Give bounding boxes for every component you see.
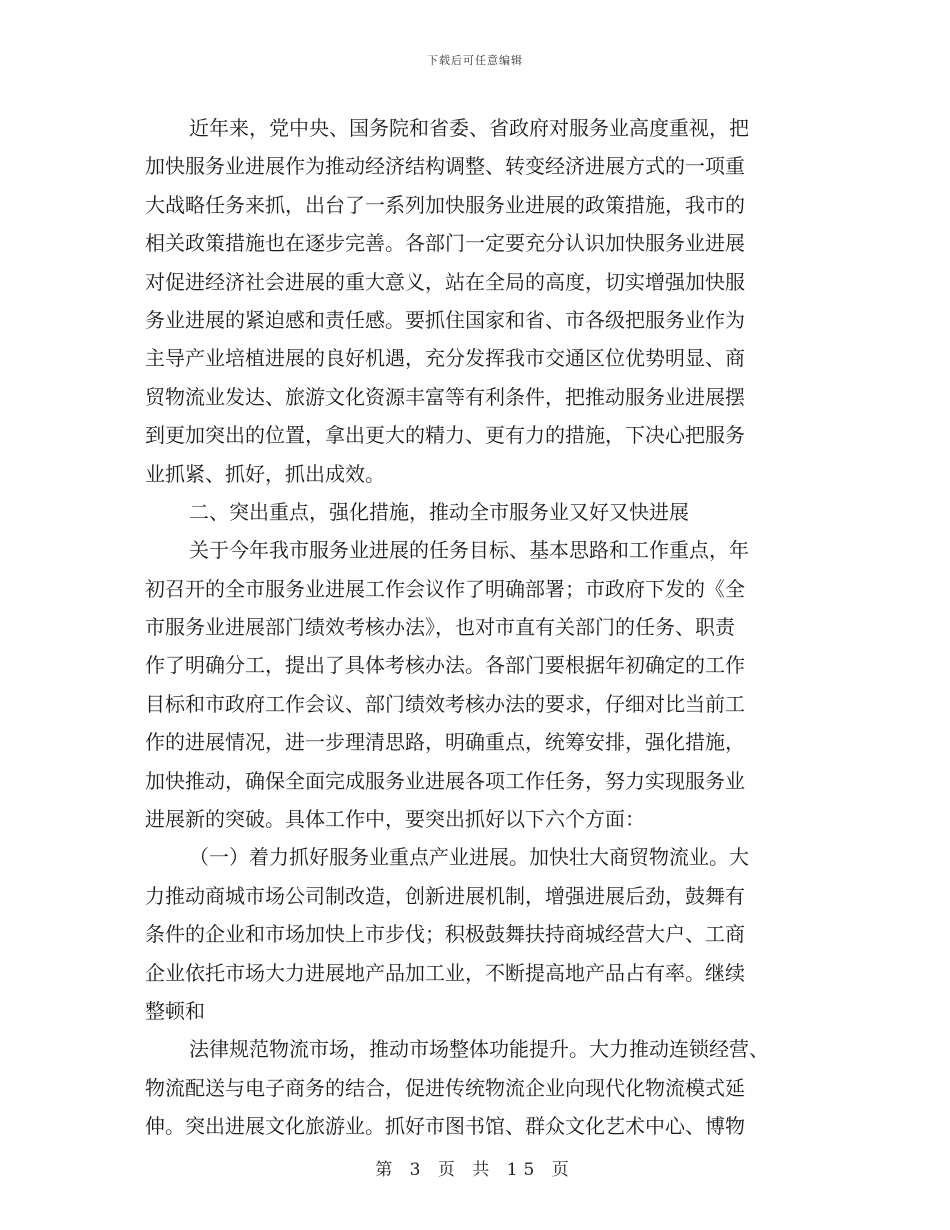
text-line: 条件的企业和市场加快上市步伐；积极鼓舞扶持商城经营大户、工商 [145, 922, 745, 947]
text-line: 伸。突出进展文化旅游业。抓好市图书馆、群众文化艺术中心、博物 [145, 1114, 745, 1139]
text-line: 力推动商城市场公司制改造，创新进展机制，增强进展后劲，鼓舞有 [145, 883, 745, 908]
text-line: 大战略任务来抓，出台了一系列加快服务业进展的政策措施，我市的 [145, 192, 745, 217]
text-line: 物流配送与电子商务的结合，促进传统物流企业向现代化物流模式延 [145, 1075, 745, 1100]
text-line: （一）着力抓好服务业重点产业进展。加快壮大商贸物流业。大 [189, 845, 749, 870]
text-line: 整顿和 [145, 998, 205, 1023]
text-line: 加快推动，确保全面完成服务业进展各项工作任务，努力实现服务业 [145, 768, 745, 793]
text-line: 贸物流业发达、旅游文化资源丰富等有利条件，把推动服务业进展摆 [145, 384, 745, 409]
text-line: 近年来，党中央、国务院和省委、省政府对服务业高度重视，把 [189, 116, 749, 140]
text-line: 到更加突出的位置，拿出更大的精力、更有力的措施，下决心把服务 [145, 423, 745, 448]
page-number-footer: 第 3 页 共 15 页 [375, 1160, 575, 1180]
text-line: 作的进展情况，进一步理清思路，明确重点，统筹安排，强化措施， [145, 730, 745, 755]
text-line: 对促进经济社会进展的重大意义，站在全局的高度，切实增强加快服 [145, 269, 745, 294]
text-line: 企业依托市场大力进展地产品加工业，不断提高地产品占有率。继续 [145, 960, 745, 985]
text-line: 业抓紧、抓好，抓出成效。 [145, 461, 385, 486]
text-line: 初召开的全市服务业进展工作会议作了明确部署；市政府下发的《全 [145, 576, 745, 601]
page-header-note: 下载后可任意编辑 [427, 54, 523, 67]
text-line: 务业进展的紧迫感和责任感。要抓住国家和省、市各级把服务业作为 [145, 307, 745, 332]
text-line: 主导产业培植进展的良好机遇，充分发挥我市交通区位优势明显、商 [145, 346, 745, 371]
text-line: 关于今年我市服务业进展的任务目标、基本思路和工作重点，年 [189, 538, 749, 563]
text-line: 进展新的突破。具体工作中，要突出抓好以下六个方面： [145, 807, 645, 832]
body-text [145, 109, 805, 1146]
text-line: 市服务业进展部门绩效考核办法》，也对市直有关部门的任务、职责 [145, 615, 735, 640]
text-line: 加快服务业进展作为推动经济结构调整、转变经济进展方式的一项重 [145, 154, 745, 179]
text-line: 法律规范物流市场，推动市场整体功能提升。大力推动连锁经营、 [189, 1037, 769, 1062]
text-line: 二、突出重点，强化措施，推动全市服务业又好又快进展 [189, 499, 689, 524]
text-line: 作了明确分工，提出了具体考核办法。各部门要根据年初确定的工作 [145, 653, 745, 678]
text-line: 相关政策措施也在逐步完善。各部门一定要充分认识加快服务业进展 [145, 231, 745, 256]
text-line: 目标和市政府工作会议、部门绩效考核办法的要求，仔细对比当前工 [145, 691, 745, 716]
